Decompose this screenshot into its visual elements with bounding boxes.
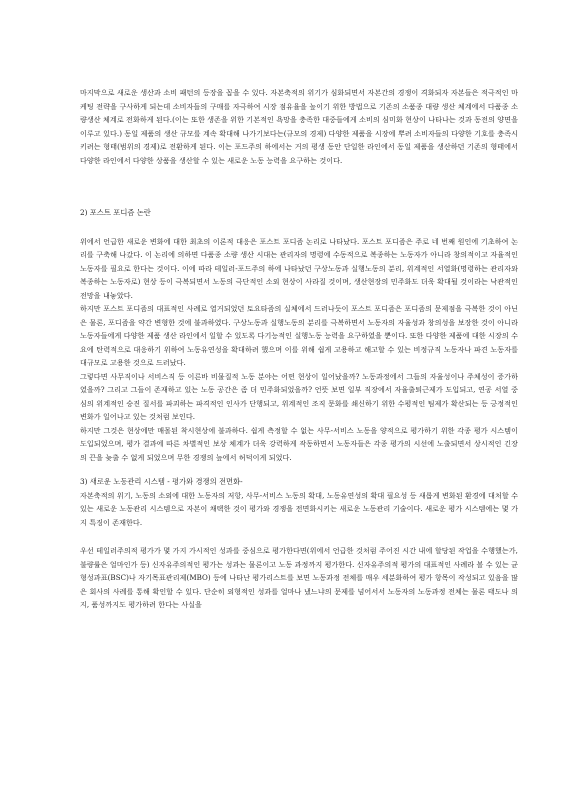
spacer [80, 464, 518, 475]
section-2-paragraph-1: 위에서 언급한 새로운 변화에 대한 최초의 이론적 대응은 포스트 포디즘 논리로 나타났다. 포스트 포디즘은 주로 네 번째 원인에 기초하여 논리를 구축해 나갔다. 이 논리에 의하면 다품종 소량 생산 시대는 관리자의 명령에 수동적으로 복종하는 노동자가 아니라 창의적이고 자율적인 노동자를 필요로 한다는 것이다. 이에 따라 테일러-포드주의 하에 나타났던 구상노동과 실행노동의 분리, 위계적인 서열화(명령하는 관리자와 복종하는 노동자로) 현상 등이 극복되면서 노동의 극단적인 소외 현상이 사라질 것이며, 생산현장의 민주화도 더욱 확대될 것이라는 낙관적인 전망을 내놓았다. [80, 236, 518, 300]
section-3-heading: 3) 새로운 노동관리 시스템 - 평가와 경쟁의 전면화- [80, 477, 243, 486]
section-2-paragraph-4: 하지만 그것은 현상에만 매몰된 착시현상에 불과하다. 쉽게 측정할 수 없는 사무-서비스 노동을 양적으로 평가하기 위한 각종 평가 시스템이 도입되었으며, 평가 결과에 따른 차별적인 보상 체계가 더욱 강력하게 작동하면서 노동자들은 각종 평가의 시선에 노출되면서 상시적인 긴장의 끈을 늦출 수 없게 되었으며 무한 경쟁의 늪에서 허덕이게 되었다. [80, 425, 518, 462]
section-3-paragraph-2: 우선 테일러주의적 평가가 몇 가지 가시적인 성과를 중심으로 평가한다면(위에서 언급한 것처럼 주어진 시간 내에 할당된 작업을 수행했는가, 불량률은 얼마인가 등) 신자유주의적인 평가는 성과는 물론이고 노동 과정까지 평가한다. 신자유주의적 평가의 대표적인 사례라 볼 수 있는 균형성과표(BSC)나 자기목표관리제(MBO) 등에 나타난 평가리스트를 보면 노동과정 전체를 매우 세분화하여 평가 항목이 작성되고 있음을 많은 회사의 사례를 통해 확인할 수 있다. 단순히 외형적인 성과를 얼마나 냈느냐의 문제를 넘어서서 노동자의 노동과정 전체는 물론 태도나 의지, 품성까지도 평가하려 한다는 사실을 [80, 546, 518, 609]
section-3-paragraph-1: 자본축적의 위기, 노동의 소외에 대한 노동자의 저항, 사무-서비스 노동의 확대, 노동유연성의 확대 필요성 등 새롭게 변화된 환경에 대처할 수 있는 새로운 노동관리 시스템으로 자본이 채택한 것이 평가와 경쟁을 전면화시키는 새로운 노동관리 기술이다. 새로운 평가 시스템에는 몇 가지 특징이 존재한다. [80, 490, 518, 527]
section-2-heading: 2) 포스트 포디즘 논란 [80, 208, 151, 217]
intro-paragraph: 마지막으로 새로운 생산과 소비 패턴의 등장을 꼽을 수 있다. 자본축적의 위기가 심화되면서 자본간의 경쟁이 격화되자 자본들은 적극적인 마케팅 전략을 구사하게 되는데 소비자들의 구매를 자극하여 시장 점유율을 높이기 위한 방법으로 기존의 소품종 대량 생산 체계에서 다품종 소량생산 체계로 전화하게 된다.(이는 또한 생존을 위한 기본적인 욕망을 충족한 대중들에게 소비의 심미화 현상이 나타나는 것과 동전의 양면을 이루고 있다.) 동일 제품의 생산 규모를 계속 확대해 나가기보다는(규모의 경제) 다양한 제품을 시장에 뿌려 소비자들의 다양한 기호를 충족시키려는 형태(범위의 경제)로 전환하게 된다. 이는 포드주의 하에서는 거의 평생 동안 단일한 라인에서 동일 제품을 생산하던 기존의 형태에서 다양한 라인에서 다양한 상품을 생산할 수 있는 새로운 노동 능력을 요구하는 것이다. [80, 88, 518, 165]
spacer [80, 220, 518, 235]
spacer [80, 167, 518, 206]
spacer [80, 529, 518, 544]
section-2-paragraph-3: 그렇다면 사무직이나 서비스직 등 이른바 비물질적 노동 분야는 어떤 현상이 일어났을까? 노동과정에서 그들의 자율성이나 주체성이 증가하였을까? 그리고 그들이 존재하고 있는 노동 공간은 좀 더 민주화되었을까? 언뜻 보면 일부 직장에서 자율출퇴근제가 도입되고, 연공 서열 중심의 위계적인 승진 질서를 파괴하는 파격적인 인사가 단행되고, 위계적인 조직 문화를 쇄신하기 위한 수평적인 팀제가 확산되는 등 긍정적인 변화가 일어나고 있는 것처럼 보인다. [80, 371, 518, 421]
section-2-paragraph-2: 하지만 포스트 포디즘의 대표적인 사례로 열거되었던 토요타즘의 실체에서 드러나듯이 포스트 포디즘은 포디즘의 문제점을 극복한 것이 아닌은 물론, 포디즘을 약간 변형한 것에 불과하였다. 구상노동과 실행노동의 분리를 극복하면서 노동자의 자율성과 창의성을 보장한 것이 아니라 노동자들에게 다양한 제품 생산 라인에서 일할 수 있도록 다기능적인 실행노동 능력을 요구하였을 뿐이다. 또한 다양한 제품에 대한 시장의 수요에 탄력적으로 대응하기 위하여 노동유연성을 확대하려 했으며 이를 위해 쉽게 고용하고 해고할 수 있는 비정규직 노동자나 파견 노동자를 대규모로 고용한 것으로 드러났다. [80, 304, 518, 367]
